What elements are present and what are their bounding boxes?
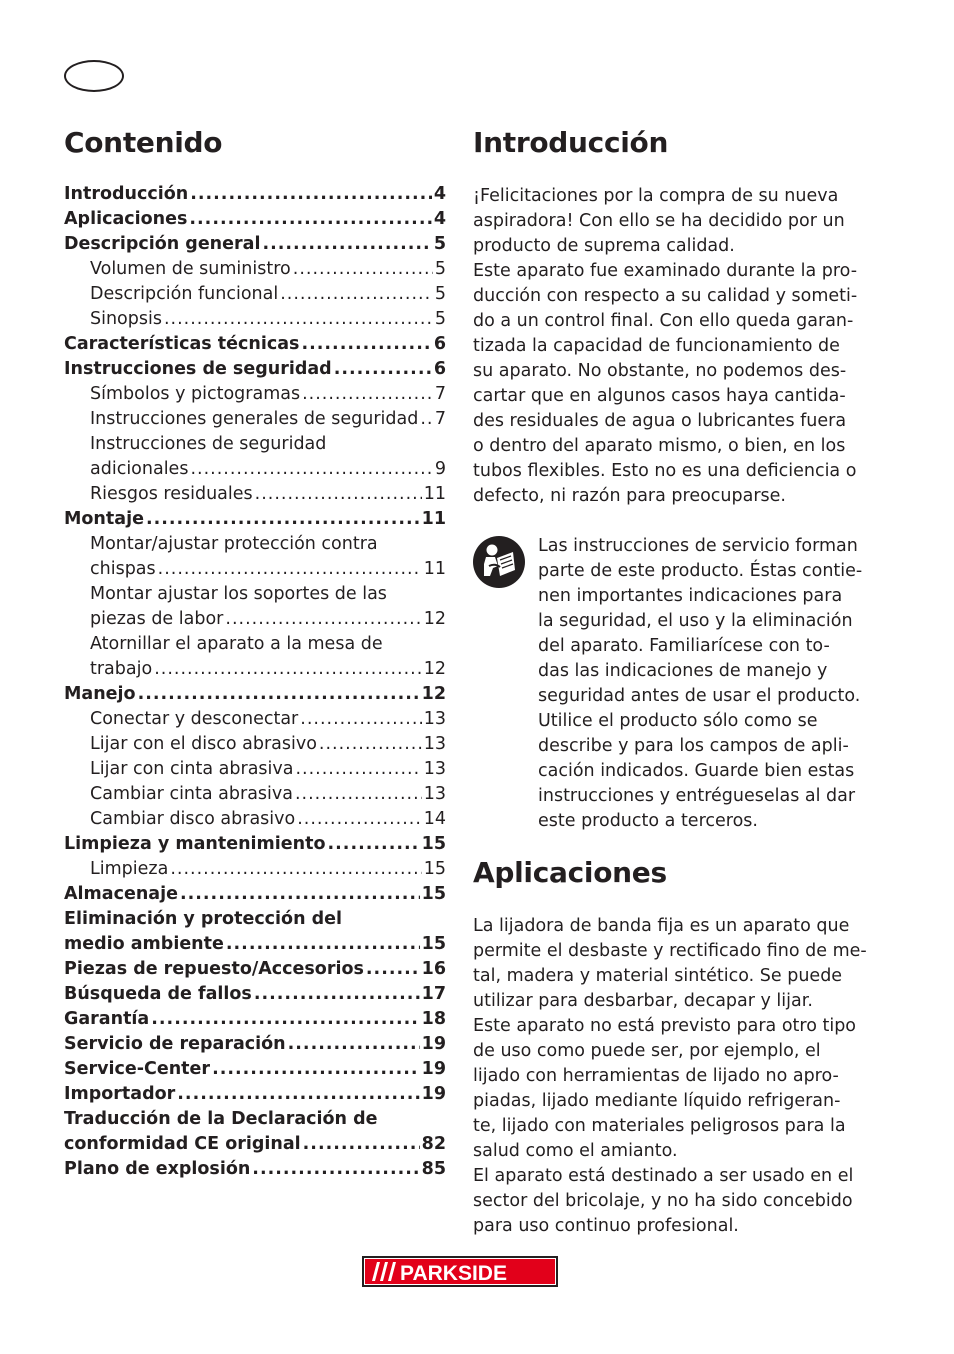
text-line: cación indicados. Guarde bien estas: [538, 761, 855, 781]
content-column: [473, 124, 873, 1239]
text-line: describe y para los campos de apli-: [538, 736, 849, 756]
text-line: ¡Felicitaciones por la compra de su nueva: [473, 186, 839, 206]
toc-entry: [64, 232, 446, 257]
text-line: do a un control final. Con ello queda garan-: [473, 311, 854, 331]
toc-entry-label: Instrucciones de seguridad: [90, 434, 327, 454]
toc-entry-label: Lijar con cinta abrasiva: [90, 759, 294, 779]
toc-leader-dots: [297, 807, 422, 832]
toc-entry: [64, 857, 446, 882]
toc-page-number: 13: [423, 734, 446, 754]
text-line: Utilice el producto sólo como se: [538, 711, 818, 731]
toc-entry: [64, 707, 446, 732]
toc-entry-label: Aplicaciones: [64, 209, 188, 229]
toc-leader-dots: [328, 832, 420, 857]
text-line: cartar que en algunos casos haya cantida-: [473, 386, 846, 406]
toc-page-number: 15: [423, 859, 446, 879]
toc-page-number: 19: [421, 1034, 446, 1054]
toc-leader-dots: [302, 382, 433, 407]
toc-leader-dots: [158, 557, 422, 582]
toc-entry: [64, 982, 446, 1007]
toc-entry: [64, 307, 446, 332]
toc-entry-label: Montar ajustar los soportes de las: [90, 584, 387, 604]
text-line: des residuales de agua o lubricantes fuera: [473, 411, 847, 431]
toc-leader-dots: [255, 482, 422, 507]
toc-page-number: 15: [421, 884, 446, 904]
toc-page-number: 11: [423, 559, 446, 579]
toc-list: [64, 182, 446, 1182]
toc-entry: [64, 182, 446, 207]
toc-page-number: 13: [423, 759, 446, 779]
toc-page-number: 5: [434, 309, 446, 329]
toc-entry: [64, 1032, 446, 1057]
toc-leader-dots: [420, 407, 433, 432]
text-line: Este aparato no está previsto para otro tipo: [473, 1016, 857, 1036]
toc-leader-dots: [170, 857, 421, 882]
text-line: la seguridad, el uso y la eliminación: [538, 611, 853, 631]
toc-entry-label: Service-Center: [64, 1059, 211, 1079]
toc-leader-dots: [252, 1157, 419, 1182]
text-line: lijado con herramientas de lijado no apro-: [473, 1066, 839, 1086]
toc-leader-dots: [288, 1032, 420, 1057]
toc-entry-label: Piezas de repuesto/Accesorios: [64, 959, 364, 979]
toc-entry: [64, 832, 446, 857]
toc-page-number: 5: [434, 284, 446, 304]
toc-page-number: 11: [421, 509, 446, 529]
toc-entry-label: Importador: [64, 1084, 176, 1104]
toc-entry: [64, 207, 446, 232]
toc-entry-label: Montaje: [64, 509, 144, 529]
text-line: para uso continuo profesional.: [473, 1216, 739, 1236]
toc-page-number: 16: [421, 959, 446, 979]
toc-page-number: 19: [421, 1084, 446, 1104]
text-line: o dentro del aparato mismo, o bien, en los: [473, 436, 846, 456]
toc-leader-dots: [366, 957, 420, 982]
toc-entry: [64, 282, 446, 307]
toc-page-number: 15: [421, 834, 446, 854]
text-line: tubos flexibles. Esto no es una deficiencia o: [473, 461, 857, 481]
toc-entry: [64, 407, 446, 432]
toc-entry-label: Búsqueda de fallos: [64, 984, 252, 1004]
toc-page-number: 19: [421, 1059, 446, 1079]
toc-leader-dots: [212, 1057, 420, 1082]
toc-page-number: 13: [423, 784, 446, 804]
toc-page-number: 6: [433, 359, 446, 379]
toc-entry-label: conformidad CE original: [64, 1134, 301, 1154]
text-line: este producto a terceros.: [538, 811, 758, 831]
toc-leader-dots: [190, 182, 432, 207]
toc-title: Contenido: [64, 126, 223, 159]
toc-page-number: 7: [434, 384, 446, 404]
toc-leader-dots: [280, 282, 433, 307]
toc-page-number: 82: [421, 1134, 446, 1154]
parkside-logo: [362, 1256, 558, 1287]
toc-entry: [64, 257, 446, 282]
toc-page-number: 12: [421, 684, 446, 704]
language-badge: [64, 60, 124, 92]
toc-page-number: 18: [421, 1009, 446, 1029]
text-line: salud como el amianto.: [473, 1141, 678, 1161]
toc-entry-label: Descripción funcional: [90, 284, 279, 304]
table-of-contents: [64, 124, 446, 1182]
toc-page-number: 4: [433, 209, 446, 229]
toc-leader-dots: [180, 882, 420, 907]
text-line: instrucciones y entrégueselas al dar: [538, 786, 856, 806]
intro-paragraph: [473, 184, 873, 509]
toc-entry-label: Introducción: [64, 184, 189, 204]
read-manual-icon: [473, 536, 525, 588]
toc-page-number: 12: [423, 609, 446, 629]
toc-entry-label: Garantía: [64, 1009, 150, 1029]
toc-entry: [64, 1082, 446, 1107]
text-line: ducción con respecto a su calidad y someti-: [473, 286, 858, 306]
toc-entry-label: Volumen de suministro: [90, 259, 291, 279]
toc-entry-label: Cambiar disco abrasivo: [90, 809, 296, 829]
applications-heading: Aplicaciones: [473, 856, 667, 889]
toc-leader-dots: [295, 782, 422, 807]
toc-leader-dots: [190, 457, 432, 482]
toc-leader-dots: [301, 332, 431, 357]
toc-leader-dots: [300, 707, 421, 732]
toc-entry: [64, 1157, 446, 1182]
toc-page-number: 13: [423, 709, 446, 729]
toc-entry-label: medio ambiente: [64, 934, 224, 954]
toc-leader-dots: [154, 657, 422, 682]
toc-entry-label: piezas de labor: [90, 609, 224, 629]
toc-entry-label: Instrucciones generales de seguridad: [90, 409, 419, 429]
text-line: seguridad antes de usar el producto.: [538, 686, 861, 706]
text-line: piadas, lijado mediante líquido refrigeran-: [473, 1091, 841, 1111]
toc-entry: [64, 682, 446, 707]
toc-leader-dots: [225, 607, 421, 632]
toc-entry-label: Limpieza y mantenimiento: [64, 834, 326, 854]
text-line: tizada la capacidad de funcionamiento de: [473, 336, 840, 356]
toc-page-number: 5: [434, 259, 446, 279]
text-line: permite el desbaste y rectificado fino de me-: [473, 941, 867, 961]
toc-entry-label: Características técnicas: [64, 334, 300, 354]
toc-leader-dots: [295, 757, 421, 782]
toc-entry: [64, 1132, 446, 1157]
toc-leader-dots: [189, 207, 431, 232]
text-line: defecto, ni razón para preocuparse.: [473, 486, 786, 506]
toc-entry: [64, 932, 446, 957]
toc-leader-dots: [254, 982, 420, 1007]
toc-entry: [64, 882, 446, 907]
text-line: sector del bricolaje, y no ha sido concebido: [473, 1191, 853, 1211]
toc-entry: [64, 357, 446, 382]
toc-entry-label: Sinopsis: [90, 309, 162, 329]
toc-entry: [64, 657, 446, 682]
toc-leader-dots: [226, 932, 420, 957]
manual-notice: [473, 534, 873, 834]
toc-entry-label: Servicio de reparación: [64, 1034, 286, 1054]
toc-entry-label: Instrucciones de seguridad: [64, 359, 332, 379]
text-line: te, lijado con materiales peligrosos para la: [473, 1116, 846, 1136]
toc-leader-dots: [177, 1082, 419, 1107]
toc-entry: [64, 1107, 446, 1132]
toc-entry-label: Eliminación y protección del: [64, 909, 343, 929]
text-line: Las instrucciones de servicio forman: [538, 536, 858, 556]
toc-page-number: 5: [433, 234, 446, 254]
toc-entry: [64, 457, 446, 482]
notice-text: [538, 534, 873, 834]
toc-entry: [64, 557, 446, 582]
text-line: del aparato. Familiarícese con to-: [538, 636, 830, 656]
toc-entry-label: Conectar y desconectar: [90, 709, 299, 729]
toc-entry: [64, 432, 446, 457]
toc-page-number: 14: [423, 809, 446, 829]
toc-page-number: 12: [423, 659, 446, 679]
text-line: de uso como puede ser, por ejemplo, el: [473, 1041, 821, 1061]
toc-entry-label: Limpieza: [90, 859, 169, 879]
text-line: utilizar para desbarbar, decapar y lijar.: [473, 991, 813, 1011]
text-line: producto de suprema calidad.: [473, 236, 735, 256]
toc-entry-label: Manejo: [64, 684, 136, 704]
toc-entry: [64, 332, 446, 357]
toc-page-number: 85: [421, 1159, 446, 1179]
toc-entry-label: chispas: [90, 559, 156, 579]
toc-entry: [64, 582, 446, 607]
toc-entry: [64, 507, 446, 532]
toc-entry: [64, 732, 446, 757]
text-line: parte de este producto. Éstas contie-: [538, 561, 863, 581]
text-line: aspiradora! Con ello se ha decidido por un: [473, 211, 845, 231]
toc-entry-label: Lijar con el disco abrasivo: [90, 734, 317, 754]
toc-entry: [64, 757, 446, 782]
toc-leader-dots: [146, 507, 420, 532]
toc-entry: [64, 632, 446, 657]
toc-entry: [64, 532, 446, 557]
toc-entry-label: Plano de explosión: [64, 1159, 251, 1179]
toc-entry-label: Montar/ajustar protección contra: [90, 534, 378, 554]
toc-page-number: 11: [423, 484, 446, 504]
toc-leader-dots: [151, 1007, 419, 1032]
toc-entry: [64, 782, 446, 807]
toc-leader-dots: [319, 732, 422, 757]
svg-text:PARKSIDE: PARKSIDE: [400, 1262, 507, 1285]
toc-entry: [64, 607, 446, 632]
toc-page-number: 4: [433, 184, 446, 204]
toc-page-number: 6: [433, 334, 446, 354]
toc-entry-label: Atornillar el aparato a la mesa de: [90, 634, 383, 654]
toc-entry: [64, 907, 446, 932]
text-line: su aparato. No obstante, no podemos des-: [473, 361, 847, 381]
toc-entry: [64, 1057, 446, 1082]
toc-page-number: 9: [434, 459, 446, 479]
toc-entry-label: Riesgos residuales: [90, 484, 253, 504]
text-line: La lijadora de banda fija es un aparato que: [473, 916, 850, 936]
toc-entry: [64, 807, 446, 832]
text-line: El aparato está destinado a ser usado en el: [473, 1166, 854, 1186]
toc-entry-label: Descripción general: [64, 234, 261, 254]
toc-entry-label: Traducción de la Declaración de: [64, 1109, 378, 1129]
toc-leader-dots: [138, 682, 420, 707]
toc-entry-label: trabajo: [90, 659, 153, 679]
applications-paragraph: [473, 914, 873, 1239]
toc-entry: [64, 482, 446, 507]
toc-leader-dots: [334, 357, 432, 382]
toc-leader-dots: [293, 257, 433, 282]
toc-entry: [64, 382, 446, 407]
text-line: tal, madera y material sintético. Se puede: [473, 966, 843, 986]
toc-page-number: 15: [421, 934, 446, 954]
toc-page-number: 7: [434, 409, 446, 429]
text-line: das las indicaciones de manejo y: [538, 661, 828, 681]
toc-entry-label: Símbolos y pictogramas: [90, 384, 301, 404]
toc-page-number: 17: [421, 984, 446, 1004]
text-line: nen importantes indicaciones para: [538, 586, 843, 606]
toc-entry-label: adicionales: [90, 459, 189, 479]
toc-leader-dots: [262, 232, 431, 257]
text-line: Este aparato fue examinado durante la pro-: [473, 261, 858, 281]
toc-entry-label: Cambiar cinta abrasiva: [90, 784, 293, 804]
intro-heading: Introducción: [473, 126, 669, 159]
toc-leader-dots: [164, 307, 433, 332]
toc-entry-label: Almacenaje: [64, 884, 178, 904]
toc-leader-dots: [303, 1132, 420, 1157]
toc-entry: [64, 957, 446, 982]
toc-entry: [64, 1007, 446, 1032]
